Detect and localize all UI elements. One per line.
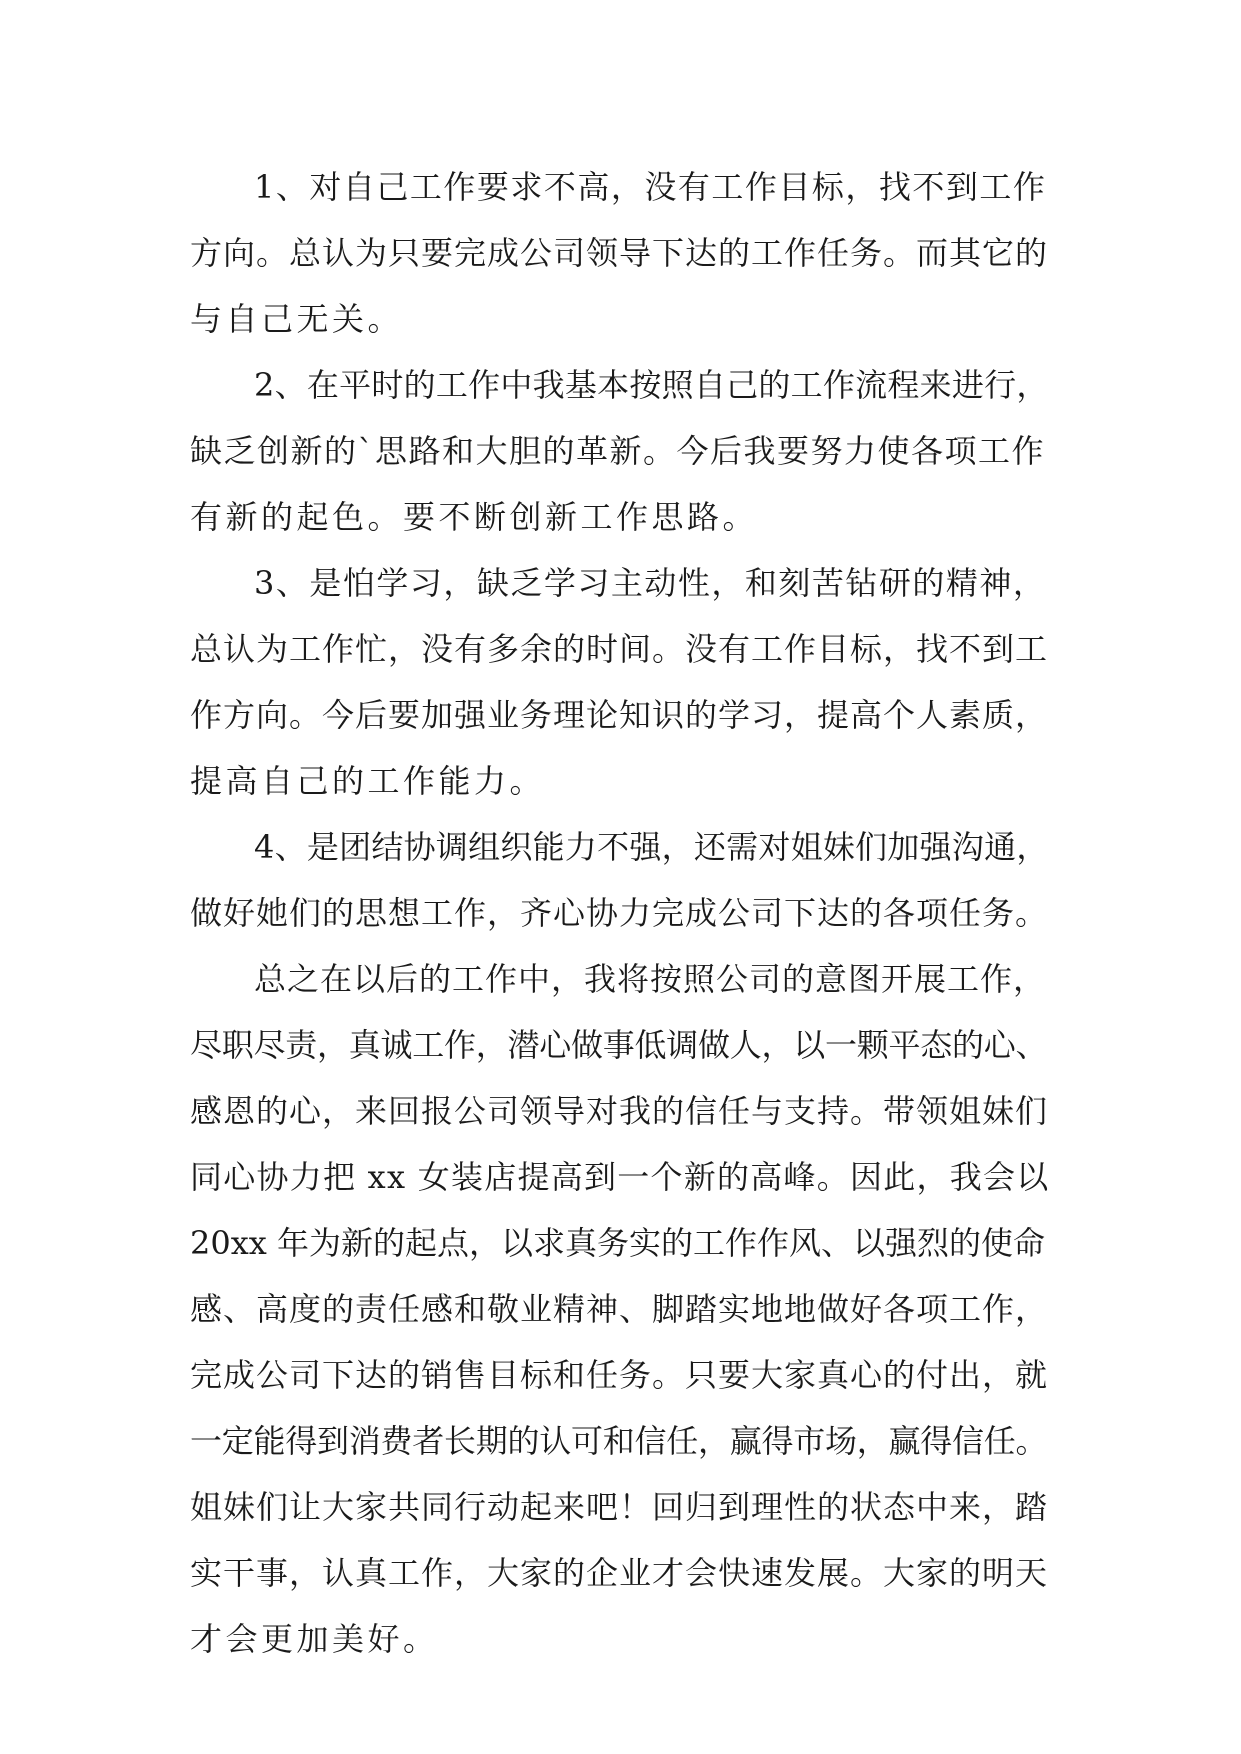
document-body <box>190 154 1050 1672</box>
paragraph-2-line-3: 有新的起色。要不断创新工作思路。 <box>190 498 759 536</box>
paragraph-5-line-11: 才会更加美好。 <box>190 1620 439 1658</box>
paragraph-3-line-1: 3、是怕学习，缺乏学习主动性，和刻苦钻研的精神， <box>254 564 1047 602</box>
paragraph-4-line-1: 4、是团结协调组织能力不强，还需对姐妹们加强沟通， <box>254 828 1049 866</box>
paragraph-1-line-2: 方向。总认为只要完成公司领导下达的工作任务。而其它的 <box>190 234 1049 272</box>
paragraph-1-line-1: 1、对自己工作要求不高，没有工作目标，找不到工作 <box>254 168 1047 206</box>
paragraph-3-line-4: 提高自己的工作能力。 <box>190 762 546 800</box>
paragraph-5-line-2: 尽职尽责，真诚工作，潜心做事低调做人，以一颗平态的心、 <box>190 1026 1048 1064</box>
paragraph-2-line-2: 缺乏创新的`思路和大胆的革新。今后我要努力使各项工作 <box>190 432 1046 470</box>
paragraph-1-line-3: 与自己无关。 <box>190 300 404 338</box>
paragraph-5-line-10: 实干事，认真工作，大家的企业才会快速发展。大家的明天 <box>190 1554 1049 1592</box>
paragraph-3-line-3: 作方向。今后要加强业务理论知识的学习，提高个人素质， <box>190 696 1049 734</box>
paragraph-5-line-3: 感恩的心，来回报公司领导对我的信任与支持。带领姐妹们 <box>190 1092 1049 1130</box>
paragraph-5-line-1: 总之在以后的工作中，我将按照公司的意图开展工作， <box>254 960 1047 998</box>
paragraph-5-line-9: 姐妹们让大家共同行动起来吧！回归到理性的状态中来，踏 <box>190 1488 1049 1526</box>
paragraph-5-line-4: 同心协力把 xx 女装店提高到一个新的高峰。因此，我会以 <box>190 1158 1050 1196</box>
paragraph-4-line-2: 做好她们的思想工作，齐心协力完成公司下达的各项任务。 <box>190 894 1049 932</box>
paragraph-3-line-2: 总认为工作忙，没有多余的时间。没有工作目标，找不到工 <box>190 630 1049 668</box>
paragraph-5-line-5: 20xx 年为新的起点，以求真务实的工作作风、以强烈的使命 <box>190 1224 1045 1262</box>
paragraph-5-line-7: 完成公司下达的销售目标和任务。只要大家真心的付出，就 <box>190 1356 1049 1394</box>
paragraph-5-line-8: 一定能得到消费者长期的认可和信任，赢得市场，赢得信任。 <box>190 1422 1048 1460</box>
paragraph-2-line-1: 2、在平时的工作中我基本按照自己的工作流程来进行， <box>254 366 1049 404</box>
paragraph-5-line-6: 感、高度的责任感和敬业精神、脚踏实地地做好各项工作， <box>190 1290 1049 1328</box>
